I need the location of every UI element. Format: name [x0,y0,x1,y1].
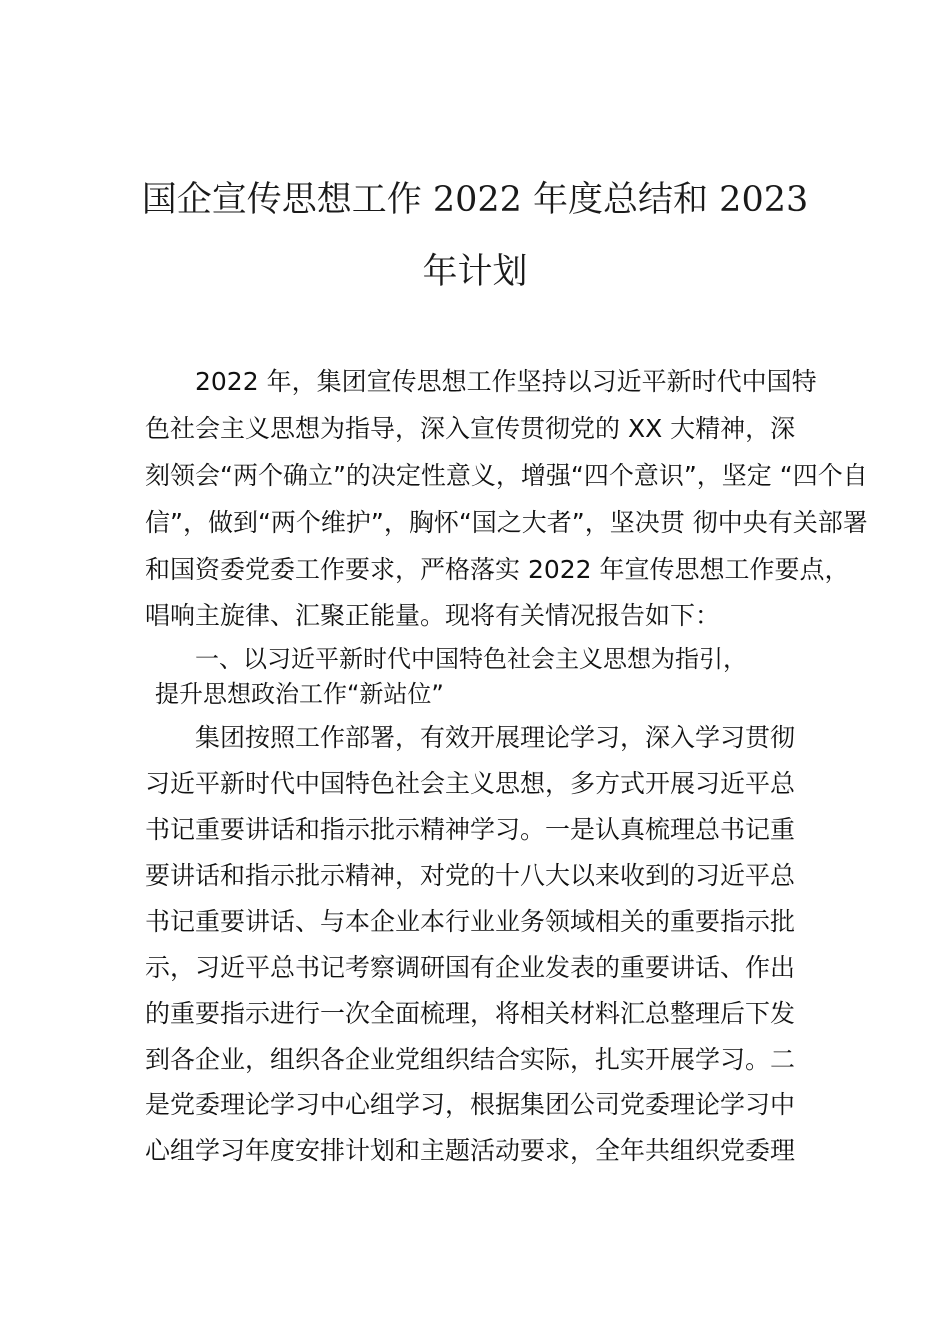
section-heading-line: 一、以习近平新时代中国特色社会主义思想为指引， [195,645,747,673]
paragraph-line: 习近平新时代中国特色社会主义思想，多方式开展习近平总 [145,769,796,798]
paragraph-line: 的重要指示进行一次全面梳理，将相关材料汇总整理后下发 [145,999,796,1028]
paragraph-line: 集团按照工作部署，有效开展理论学习，深入学习贯彻 [195,723,796,752]
paragraph-line: 书记重要讲话、与本企业本行业业务领域相关的重要指示批 [145,907,796,936]
section-heading-line: 提升思想政治工作“新站位” [155,680,444,708]
paragraph-line: 色社会主义思想为指导，深入宣传贯彻党的 XX 大精神，深 [145,414,796,443]
paragraph-line: 信”，做到“两个维护”，胸怀“国之大者”，坚决贯 彻中央有关部署 [145,508,868,537]
paragraph-line: 2022 年，集团宣传思想工作坚持以习近平新时代中国特 [195,367,817,396]
paragraph-line: 书记重要讲话和指示批示精神学习。一是认真梳理总书记重 [145,815,796,844]
document-title-line-1: 国企宣传思想工作 2022 年度总结和 2023 [141,180,809,220]
paragraph-line: 要讲话和指示批示精神，对党的十八大以来收到的习近平总 [145,861,796,890]
paragraph-line: 示，习近平总书记考察调研国有企业发表的重要讲话、作出 [145,953,796,982]
paragraph-line: 和国资委党委工作要求，严格落实 2022 年宣传思想工作要点， [145,555,850,584]
document-title-line-2: 年计划 [422,252,528,292]
paragraph-line: 唱响主旋律、汇聚正能量。现将有关情况报告如下： [145,601,721,630]
paragraph-line: 到各企业，组织各企业党组织结合实际，扎实开展学习。二 [145,1045,796,1074]
paragraph-line: 刻领会“两个确立”的决定性意义，增强“四个意识”，坚定 “四个自 [145,461,868,490]
paragraph-line: 是党委理论学习中心组学习，根据集团公司党委理论学习中 [145,1090,796,1119]
paragraph-line: 心组学习年度安排计划和主题活动要求，全年共组织党委理 [145,1136,796,1165]
